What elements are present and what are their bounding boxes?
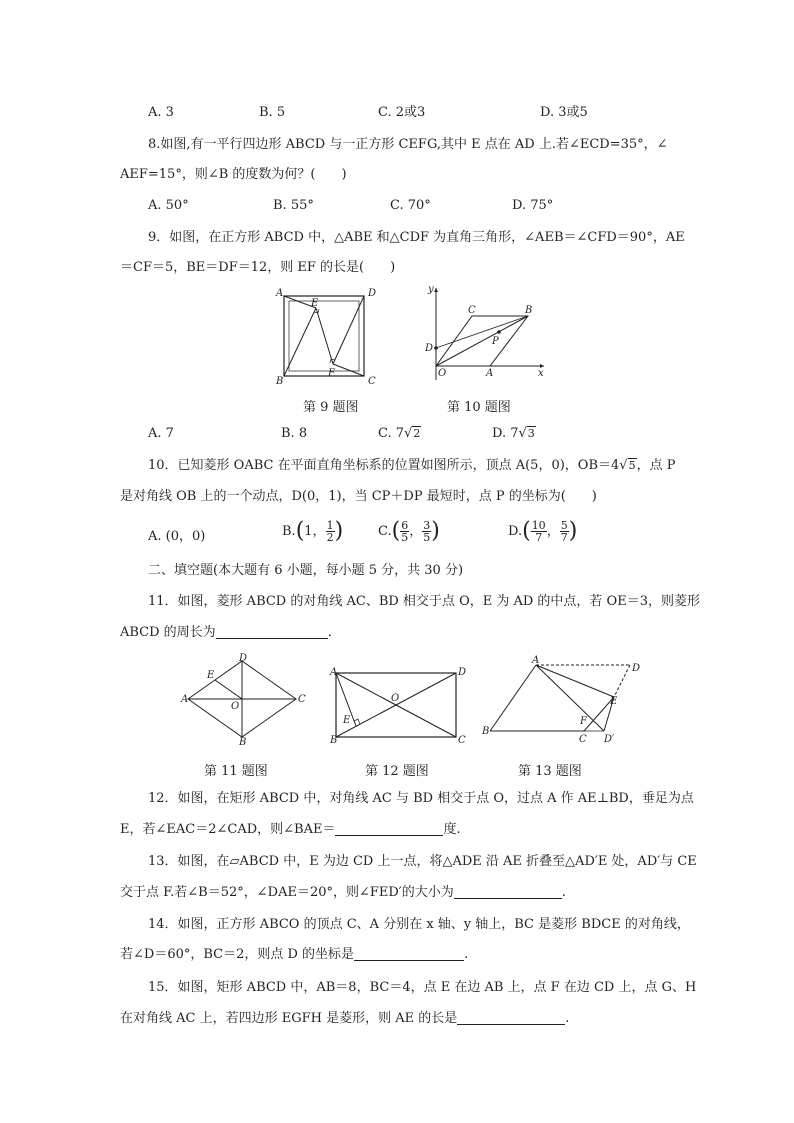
- fig11-label-o: O: [231, 701, 240, 712]
- q8-text-line1: 8.如图,有一平行四边形 ABCD 与一正方形 CEFG,其中 E 点在 AD 上.若∠ECD=35°，∠: [148, 137, 668, 152]
- q15-text-line1: 15．如图，矩形 ABCD 中，AB＝8，BC＝4，点 E 在边 AB 上，点 F 在边 CD 上，点 G、H: [148, 980, 697, 995]
- fig12-label-e: E: [343, 715, 351, 726]
- q14-text-line2: 若∠D＝60°，BC＝2，则点 D 的坐标是 .: [120, 947, 469, 962]
- fig13-label-b: B: [482, 726, 490, 737]
- q9-option-d: D. 7√3: [492, 426, 535, 441]
- fig11-label-b: B: [239, 737, 247, 748]
- q8-option-c: C. 70°: [390, 198, 431, 213]
- figure-9-diagram: [276, 288, 376, 388]
- fig9-label-e: E: [311, 298, 319, 309]
- fig10-label-a: A: [486, 368, 494, 379]
- q14-text-line1: 14．如图，正方形 ABCO 的顶点 C、A 分别在 x 轴、y 轴上，BC 是菱形 BDCE 的对角线，: [148, 917, 690, 932]
- q11-text-line2: ABCD 的周长为 ．: [120, 625, 341, 640]
- figure-13-diagram: [478, 657, 648, 747]
- fig10-label-d: D: [425, 343, 434, 354]
- q9-text-line1: 9．如图，在正方形 ABCD 中，△ABE 和△CDF 为直角三角形，∠AEB＝∠CFD＝90°，AE: [148, 230, 685, 245]
- fig13-caption: 第 13 题图: [518, 764, 582, 779]
- q8-text-line2: AEF=15°，则∠B 的度数为何？( ): [120, 167, 347, 182]
- fig9-label-d: D: [368, 288, 377, 299]
- q7-option-c: C. 2或3: [378, 105, 426, 120]
- q8-option-a: A. 50°: [148, 198, 189, 213]
- fig13-label-f: F: [580, 716, 587, 727]
- fig9-label-f: F: [328, 368, 335, 379]
- fig13-label-c: C: [579, 734, 587, 745]
- fig11-label-d: D: [239, 653, 248, 664]
- fig13-label-e: E: [610, 696, 618, 707]
- q8-option-b: B. 55°: [273, 198, 314, 213]
- q7-option-b: B. 5: [259, 105, 286, 120]
- fig9-label-a: A: [276, 288, 284, 299]
- q12-text-line2: E，若∠EAC＝2∠CAD，则∠BAE＝ 度.: [120, 822, 461, 837]
- fig10-label-o: O: [438, 368, 447, 379]
- q10-option-d: D.( $\frac{10}{7}$ ， $\frac{5}{7}$ ): [508, 518, 578, 544]
- fig11-caption: 第 11 题图: [204, 764, 268, 779]
- q11-text-line1: 11．如图，菱形 ABCD 的对角线 AC、BD 相交于点 O，E 为 AD 的中点，若 OE＝3，则菱形: [148, 594, 700, 609]
- fig9-label-c: C: [368, 376, 376, 387]
- q7-option-a: A. 3: [148, 105, 174, 120]
- fig11-label-a: A: [181, 694, 189, 705]
- figure-11-diagram: [178, 655, 308, 747]
- fig12-caption: 第 12 题图: [365, 764, 429, 779]
- fig10-label-b: B: [525, 305, 533, 316]
- fig13-label-a: A: [532, 655, 540, 666]
- q10-option-a: A. (0，0): [148, 529, 206, 544]
- q10-option-c: C.( $\frac{6}{5}$ ， $\frac{3}{5}$ ): [378, 518, 440, 544]
- q13-text-line2: 交于点 F.若∠B＝52°，∠DAE＝20°，则∠FED′的大小为 .: [120, 885, 566, 900]
- fig9-label-b: B: [276, 376, 284, 387]
- figure-10-diagram: [420, 282, 550, 382]
- fig12-label-a: A: [330, 667, 338, 678]
- q12-text-line1: 12．如图，在矩形 ABCD 中，对角线 AC 与 BD 相交于点 O，过点 A 作 AE⊥BD，垂足为点: [148, 791, 694, 806]
- q9-option-b: B. 8: [281, 426, 308, 441]
- section2-title: 二、填空题(本大题有 6 小题，每小题 5 分，共 30 分): [148, 563, 464, 578]
- fig13-label-d: D: [632, 663, 641, 674]
- fig10-caption: 第 10 题图: [447, 400, 511, 415]
- q7-option-d: D. 3或5: [540, 105, 588, 120]
- fig12-label-b: B: [330, 735, 338, 746]
- q10-option-b: B.(1， $\frac{1}{2}$ ): [282, 518, 344, 544]
- q9-text-line2: ＝CF＝5，BE＝DF＝12，则 EF 的长是( ): [120, 260, 396, 275]
- q9-option-c: C. 7√2: [378, 426, 421, 441]
- q10-text-line1: 10．已知菱形 OABC 在平面直角坐标系的位置如图所示，顶点 A(5，0)，OB＝4√5，点 P: [148, 458, 676, 473]
- q9-option-a: A. 7: [148, 426, 174, 441]
- fig9-caption: 第 9 题图: [303, 400, 359, 415]
- fig10-label-y: y: [428, 284, 434, 295]
- fig11-label-e: E: [207, 670, 215, 681]
- fig11-label-c: C: [298, 694, 306, 705]
- fig13-label-d-prime: D′: [604, 734, 615, 745]
- fig12-label-c: C: [458, 735, 466, 746]
- fig12-label-d: D: [458, 667, 467, 678]
- figure-12-diagram: [328, 665, 467, 747]
- fig12-label-o: O: [391, 693, 400, 704]
- fig10-label-p: P: [492, 336, 499, 347]
- fig10-label-x: x: [538, 368, 544, 379]
- q15-text-line2: 在对角线 AC 上，若四边形 EGFH 是菱形，则 AE 的长是 .: [120, 1011, 570, 1026]
- q10-text-line2: 是对角线 OB 上的一个动点，D(0，1)，当 CP＋DP 最短时，点 P 的坐标为( ): [120, 489, 597, 504]
- q13-text-line1: 13．如图，在▱ABCD 中，E 为边 CD 上一点，将△ADE 沿 AE 折叠至△AD′E 处，AD′与 CE: [148, 854, 697, 869]
- q8-option-d: D. 75°: [512, 198, 554, 213]
- fig10-label-c: C: [468, 305, 476, 316]
